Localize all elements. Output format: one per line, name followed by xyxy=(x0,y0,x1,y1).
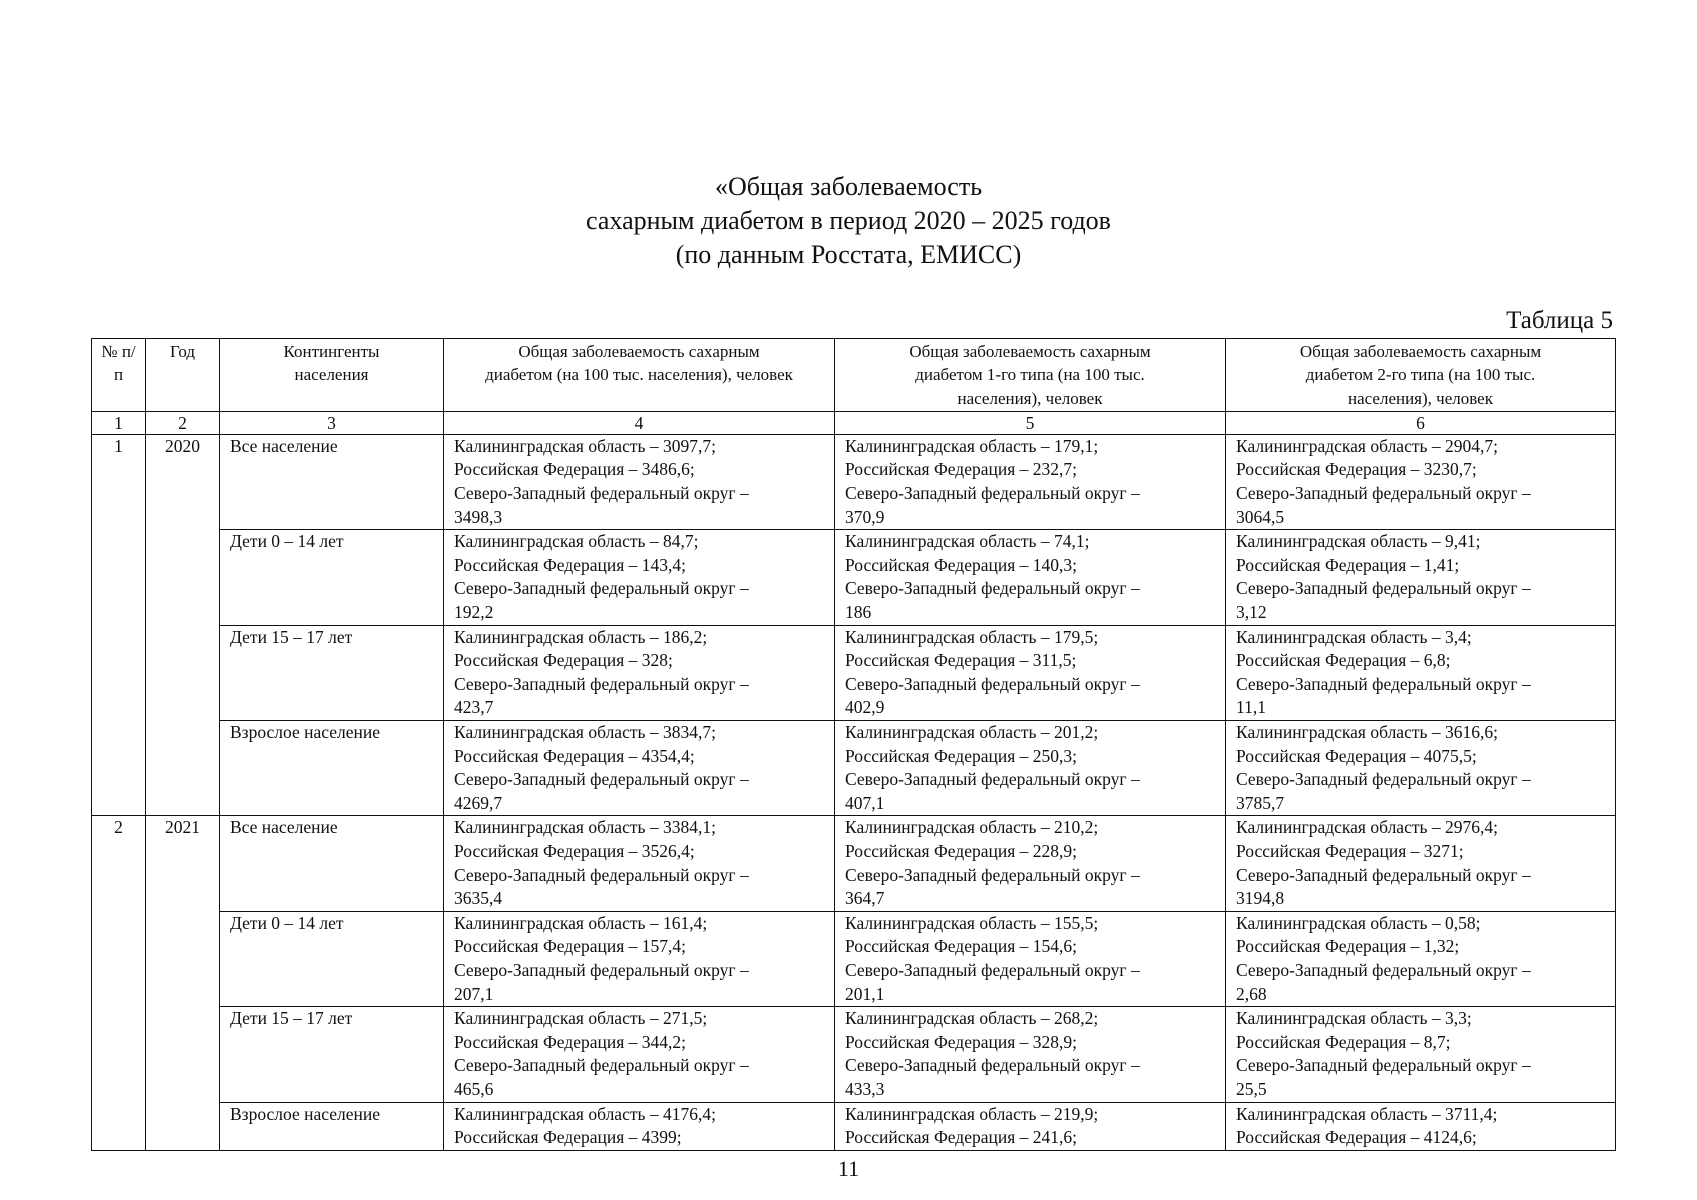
cell-line: 3498,3 xyxy=(454,506,503,527)
cell-line: Калининградская область – 3097,7; xyxy=(454,435,716,456)
cell-line: 407,1 xyxy=(845,792,885,813)
cell-line: Северо-Западный федеральный округ – xyxy=(845,483,1140,504)
title-line-3: (по данным Росстата, ЕМИСС) xyxy=(675,240,1022,269)
table-header-row xyxy=(92,339,1616,412)
contingent-cell: Взрослое население xyxy=(220,721,444,816)
cell-line: 207,1 xyxy=(454,983,494,1004)
cell-line: Российская Федерация – 232,7; xyxy=(845,459,1078,480)
cell-line: 11,1 xyxy=(1236,697,1266,718)
cell-line: Калининградская область – 3834,7; xyxy=(454,722,716,743)
cell-line: Северо-Западный федеральный округ – xyxy=(845,1055,1140,1076)
contingent-cell: Все население xyxy=(220,434,444,529)
cell-line: Северо-Западный федеральный округ – xyxy=(1236,1055,1531,1076)
cell-line: Калининградская область – 3616,6; xyxy=(1236,722,1498,743)
header-cell-year: Год xyxy=(146,339,220,412)
cell-line: 423,7 xyxy=(454,697,494,718)
cell-line: Российская Федерация – 154,6; xyxy=(845,936,1078,957)
cell-line: Северо-Западный федеральный округ – xyxy=(1236,864,1531,885)
column-number: 3 xyxy=(220,411,444,434)
cell-line: Калининградская область – 161,4; xyxy=(454,912,708,933)
cell-line: Калининградская область – 9,41; xyxy=(1236,531,1481,552)
column-number: 2 xyxy=(146,411,220,434)
cell-line: Калининградская область – 179,1; xyxy=(845,435,1099,456)
cell-line: Северо-Западный федеральный округ – xyxy=(845,578,1140,599)
table-row xyxy=(92,625,1616,720)
cell-line: 402,9 xyxy=(845,697,885,718)
cell-line: Северо-Западный федеральный округ – xyxy=(454,578,749,599)
cell-line: Российская Федерация – 3230,7; xyxy=(1236,459,1477,480)
cell-line: Российская Федерация – 157,4; xyxy=(454,936,687,957)
cell-line: Калининградская область – 84,7; xyxy=(454,531,699,552)
cell-line: Северо-Западный федеральный округ – xyxy=(1236,483,1531,504)
contingent-cell: Дети 15 – 17 лет xyxy=(220,1007,444,1102)
cell-line: 3785,7 xyxy=(1236,792,1285,813)
type1-diabetes-cell xyxy=(835,530,1226,625)
title-line-1: «Общая заболеваемость xyxy=(714,172,983,201)
cell-line: 3,12 xyxy=(1236,602,1267,623)
year-cell: 2020 xyxy=(146,434,220,816)
cell-line: Калининградская область – 268,2; xyxy=(845,1008,1099,1029)
table-row xyxy=(92,530,1616,625)
column-number: 6 xyxy=(1226,411,1616,434)
cell-line: 3064,5 xyxy=(1236,506,1285,527)
total-diabetes-cell xyxy=(444,911,835,1006)
year-cell: 2021 xyxy=(146,816,220,1150)
cell-line: Российская Федерация – 4124,6; xyxy=(1236,1127,1477,1148)
cell-line: Российская Федерация – 3486,6; xyxy=(454,459,695,480)
row-number-cell: 1 xyxy=(92,434,146,816)
cell-line: 433,3 xyxy=(845,1078,885,1099)
contingent-cell: Дети 0 – 14 лет xyxy=(220,530,444,625)
cell-line: 2,68 xyxy=(1236,983,1267,1004)
contingent-cell: Взрослое население xyxy=(220,1102,444,1150)
cell-line: 4269,7 xyxy=(454,792,503,813)
type1-diabetes-cell xyxy=(835,816,1226,911)
cell-line: Северо-Западный федеральный округ – xyxy=(454,673,749,694)
type1-diabetes-cell xyxy=(835,1007,1226,1102)
type2-diabetes-cell xyxy=(1226,625,1616,720)
cell-line: Северо-Западный федеральный округ – xyxy=(454,769,749,790)
cell-line: Калининградская область – 201,2; xyxy=(845,722,1099,743)
cell-line: 3194,8 xyxy=(1236,888,1285,909)
document-title xyxy=(0,170,1697,272)
total-diabetes-cell xyxy=(444,625,835,720)
cell-line: Российская Федерация – 311,5; xyxy=(845,650,1077,671)
cell-line: Северо-Западный федеральный округ – xyxy=(1236,769,1531,790)
type2-diabetes-cell xyxy=(1226,1102,1616,1150)
page-number: 11 xyxy=(837,1156,860,1181)
column-number: 1 xyxy=(92,411,146,434)
cell-line: 370,9 xyxy=(845,506,885,527)
cell-line: Российская Федерация – 250,3; xyxy=(845,745,1078,766)
table-label: Таблица 5 xyxy=(1506,307,1613,334)
cell-line: Российская Федерация – 1,32; xyxy=(1236,936,1460,957)
cell-line: Северо-Западный федеральный округ – xyxy=(1236,578,1531,599)
cell-line: Калининградская область – 74,1; xyxy=(845,531,1090,552)
cell-line: Калининградская область – 179,5; xyxy=(845,626,1099,647)
cell-line: Калининградская область – 219,9; xyxy=(845,1103,1099,1124)
table-row xyxy=(92,1007,1616,1102)
cell-line: Калининградская область – 0,58; xyxy=(1236,912,1481,933)
morbidity-table xyxy=(91,338,1616,1151)
table-row xyxy=(92,721,1616,816)
cell-line: 25,5 xyxy=(1236,1078,1267,1099)
type1-diabetes-cell xyxy=(835,911,1226,1006)
cell-line: Калининградская область – 2904,7; xyxy=(1236,435,1498,456)
cell-line: Российская Федерация – 228,9; xyxy=(845,840,1078,861)
table-row xyxy=(92,816,1616,911)
header-cell-type2-diabetes: Общая заболеваемость сахарным диабетом 2-го типа (на 100 тыс. населения), человек xyxy=(1226,339,1616,412)
title-line-2: сахарным диабетом в период 2020 – 2025 годов xyxy=(586,206,1111,235)
cell-line: Северо-Западный федеральный округ – xyxy=(845,673,1140,694)
table-row xyxy=(92,1102,1616,1150)
type1-diabetes-cell xyxy=(835,434,1226,529)
cell-line: Северо-Западный федеральный округ – xyxy=(845,959,1140,980)
cell-line: 364,7 xyxy=(845,888,885,909)
cell-line: Северо-Западный федеральный округ – xyxy=(454,959,749,980)
cell-line: Калининградская область – 3,3; xyxy=(1236,1008,1472,1029)
cell-line: Северо-Западный федеральный округ – xyxy=(454,864,749,885)
cell-line: 465,6 xyxy=(454,1078,494,1099)
cell-line: Российская Федерация – 241,6; xyxy=(845,1127,1078,1148)
table-body xyxy=(92,434,1616,1150)
total-diabetes-cell xyxy=(444,530,835,625)
table-row xyxy=(92,434,1616,529)
cell-line: 3635,4 xyxy=(454,888,503,909)
cell-line: Северо-Западный федеральный округ – xyxy=(1236,959,1531,980)
cell-line: Калининградская область – 210,2; xyxy=(845,817,1099,838)
cell-line: Северо-Западный федеральный округ – xyxy=(454,483,749,504)
type2-diabetes-cell xyxy=(1226,434,1616,529)
total-diabetes-cell xyxy=(444,1102,835,1150)
cell-line: Северо-Западный федеральный округ – xyxy=(845,769,1140,790)
type2-diabetes-cell xyxy=(1226,911,1616,1006)
column-number: 4 xyxy=(444,411,835,434)
type2-diabetes-cell xyxy=(1226,530,1616,625)
contingent-cell: Дети 0 – 14 лет xyxy=(220,911,444,1006)
header-cell-type1-diabetes: Общая заболеваемость сахарным диабетом 1-го типа (на 100 тыс. населения), человек xyxy=(835,339,1226,412)
cell-line: Калининградская область – 3711,4; xyxy=(1236,1103,1498,1124)
cell-line: 201,1 xyxy=(845,983,885,1004)
type2-diabetes-cell xyxy=(1226,1007,1616,1102)
cell-line: Российская Федерация – 8,7; xyxy=(1236,1031,1451,1052)
contingent-cell: Все население xyxy=(220,816,444,911)
cell-line: Российская Федерация – 4075,5; xyxy=(1236,745,1477,766)
cell-line: Калининградская область – 186,2; xyxy=(454,626,708,647)
cell-line: 192,2 xyxy=(454,602,494,623)
cell-line: Российская Федерация – 4354,4; xyxy=(454,745,695,766)
total-diabetes-cell xyxy=(444,721,835,816)
cell-line: Российская Федерация – 1,41; xyxy=(1236,554,1460,575)
cell-line: Калининградская область – 155,5; xyxy=(845,912,1099,933)
table-row xyxy=(92,911,1616,1006)
contingent-cell: Дети 15 – 17 лет xyxy=(220,625,444,720)
cell-line: Российская Федерация – 4399; xyxy=(454,1127,682,1148)
cell-line: Российская Федерация – 6,8; xyxy=(1236,650,1451,671)
cell-line: Российская Федерация – 3271; xyxy=(1236,840,1464,861)
cell-line: Российская Федерация – 344,2; xyxy=(454,1031,687,1052)
header-cell-number: № п/п xyxy=(92,339,146,412)
type1-diabetes-cell xyxy=(835,721,1226,816)
type2-diabetes-cell xyxy=(1226,721,1616,816)
total-diabetes-cell xyxy=(444,816,835,911)
type2-diabetes-cell xyxy=(1226,816,1616,911)
cell-line: Российская Федерация – 140,3; xyxy=(845,554,1078,575)
header-cell-contingent: Контингенты населения xyxy=(220,339,444,412)
cell-line: Северо-Западный федеральный округ – xyxy=(845,864,1140,885)
total-diabetes-cell xyxy=(444,1007,835,1102)
cell-line: Северо-Западный федеральный округ – xyxy=(1236,673,1531,694)
cell-line: Калининградская область – 3384,1; xyxy=(454,817,716,838)
type1-diabetes-cell xyxy=(835,625,1226,720)
cell-line: Калининградская область – 3,4; xyxy=(1236,626,1472,647)
cell-line: Калининградская область – 271,5; xyxy=(454,1008,708,1029)
cell-line: Калининградская область – 4176,4; xyxy=(454,1103,716,1124)
header-cell-total-diabetes: Общая заболеваемость сахарным диабетом (на 100 тыс. населения), человек xyxy=(444,339,835,412)
cell-line: Калининградская область – 2976,4; xyxy=(1236,817,1498,838)
type1-diabetes-cell xyxy=(835,1102,1226,1150)
cell-line: Российская Федерация – 3526,4; xyxy=(454,840,695,861)
cell-line: Российская Федерация – 328; xyxy=(454,650,673,671)
total-diabetes-cell xyxy=(444,434,835,529)
cell-line: Российская Федерация – 143,4; xyxy=(454,554,687,575)
column-number-row xyxy=(92,411,1616,434)
cell-line: 186 xyxy=(845,602,872,623)
cell-line: Северо-Западный федеральный округ – xyxy=(454,1055,749,1076)
row-number-cell: 2 xyxy=(92,816,146,1150)
cell-line: Российская Федерация – 328,9; xyxy=(845,1031,1078,1052)
column-number: 5 xyxy=(835,411,1226,434)
